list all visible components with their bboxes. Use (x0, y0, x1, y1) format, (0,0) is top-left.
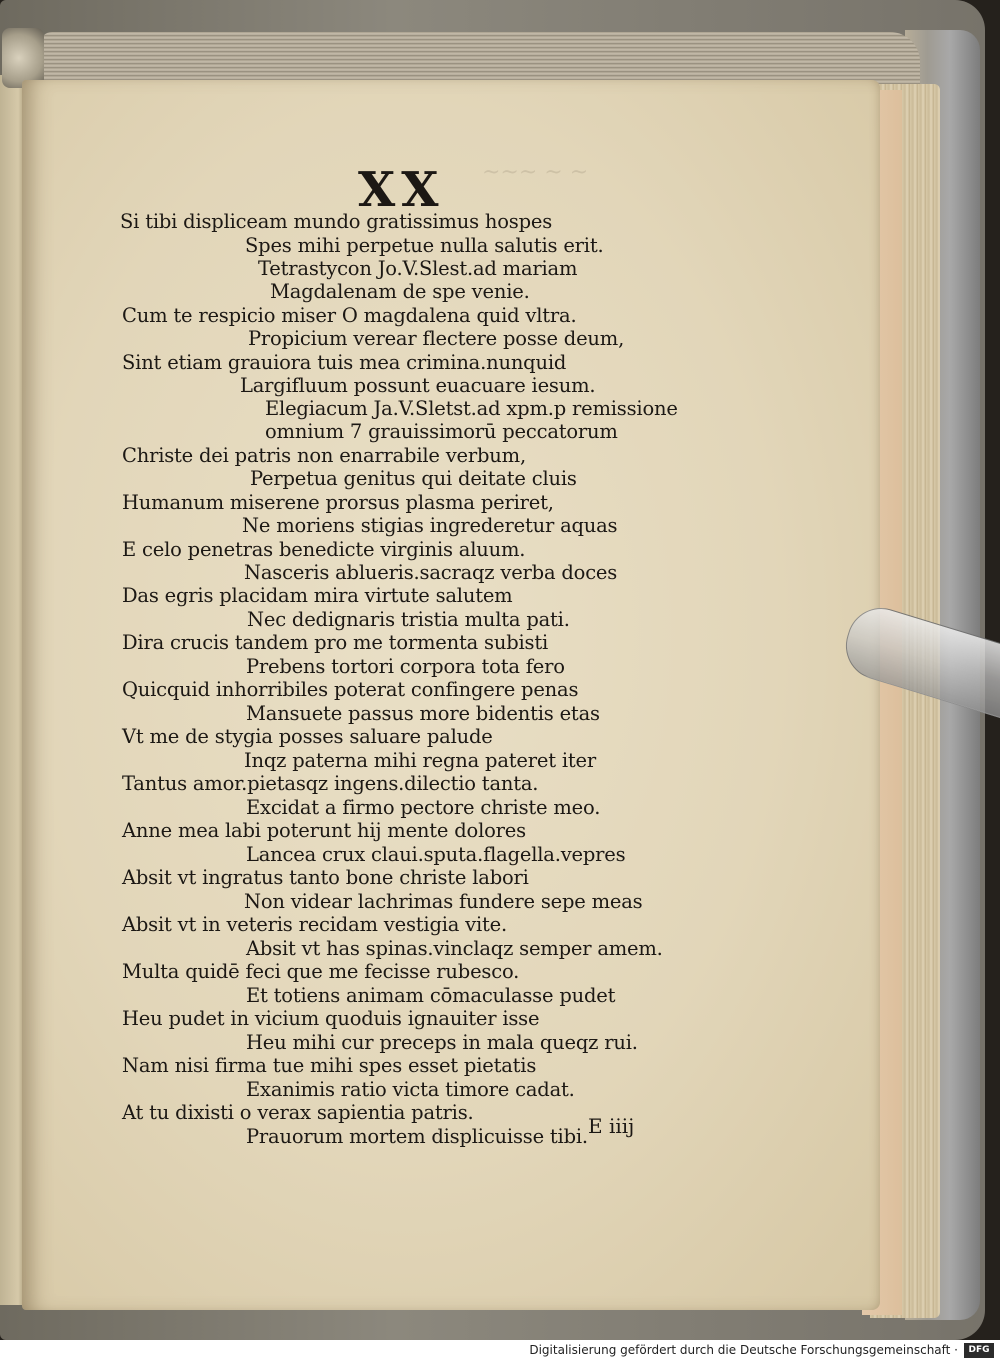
page-block-top-edge (40, 32, 920, 87)
verse-line: Si tibi displiceam mundo gratissimus hospes (120, 210, 553, 233)
verse-line: At tu dixisti o verax sapientia patris. (122, 1101, 474, 1124)
verse-line: Dira crucis tandem pro me tormenta subisti (122, 631, 548, 654)
verse-line: Magdalenam de spe venie. (270, 280, 530, 303)
verse-line: Propicium verear flectere posse deum, (248, 327, 625, 350)
verse-line: Christe dei patris non enarrabile verbum, (122, 444, 526, 467)
signature-mark: E iiij (588, 1114, 635, 1138)
verse-line: Largifluum possunt euacuare iesum. (240, 374, 596, 397)
verse-line: Nam nisi firma tue mihi spes esset pietatis (122, 1054, 537, 1077)
verse-line: Prauorum mortem displicuisse tibi. (246, 1125, 588, 1148)
verse-line: Absit vt in veteris recidam vestigia vite. (122, 913, 508, 936)
verse-line: Perpetua genitus qui deitate cluis (250, 467, 577, 490)
verse-line: Heu pudet in vicium quoduis ignauiter isse (122, 1007, 540, 1030)
folio-heading: XX (358, 162, 445, 218)
verse-line: Humanum miserene prorsus plasma periret, (122, 491, 554, 514)
verse-line: Et totiens animam cōmaculasse pudet (246, 984, 616, 1007)
funding-notice: Digitalisierung gefördert durch die Deutsche Forschungsgemeinschaft · (529, 1343, 958, 1357)
verse-line: Mansuete passus more bidentis etas (246, 702, 600, 725)
verse-line: Anne mea labi poterunt hij mente dolores (122, 819, 526, 842)
verse-line: Nec dedignaris tristia multa pati. (247, 608, 570, 631)
footer-bar (0, 1340, 1000, 1362)
verse-line: Lancea crux claui.sputa.flagella.vepres (246, 843, 626, 866)
verse-line: Excidat a firmo pectore christe meo. (246, 796, 601, 819)
verse-line: omnium 7 grauissimorū peccatorum (265, 420, 618, 443)
dfg-logo: DFG (964, 1343, 994, 1358)
show-through-mark: ~~~ ~ ~ (482, 160, 589, 185)
verse-line: Das egris placidam mira virtute salutem (122, 584, 513, 607)
verse-line: Multa quidē feci que me fecisse rubesco. (122, 960, 520, 983)
verse-line: E celo penetras benedicte virginis aluum. (122, 538, 526, 561)
verse-line: Vt me de stygia posses saluare palude (122, 725, 493, 748)
verse-line: Absit vt has spinas.vinclaqz semper amem. (246, 937, 663, 960)
verse-line: Tantus amor.pietasqz ingens.dilectio tanta. (122, 772, 539, 795)
verse-line: Elegiacum Ja.V.Sletst.ad xpm.p remissione (265, 397, 678, 420)
verse-line: Prebens tortori corpora tota fero (246, 655, 565, 678)
verse-line: Inqz paterna mihi regna pateret iter (244, 749, 596, 772)
verse-line: Spes mihi perpetue nulla salutis erit. (245, 234, 604, 257)
verse-line: Cum te respicio miser O magdalena quid vltra. (122, 304, 577, 327)
verse-line: Quicquid inhorribiles poterat confingere penas (122, 678, 579, 701)
verse-line: Non videar lachrimas fundere sepe meas (244, 890, 643, 913)
verse-line: Tetrastycon Jo.V.Slest.ad mariam (258, 257, 578, 280)
verse-line: Absit vt ingratus tanto bone christe labori (122, 866, 529, 889)
verse-line: Heu mihi cur preceps in mala queqz rui. (246, 1031, 638, 1054)
binding-thread (2, 28, 44, 88)
verse-line: Ne moriens stigias ingrederetur aquas (242, 514, 618, 537)
verse-line: Exanimis ratio victa timore cadat. (246, 1078, 575, 1101)
verse-line: Nasceris ablueris.sacraqz verba doces (244, 561, 618, 584)
verse-line: Sint etiam grauiora tuis mea crimina.nunquid (122, 351, 567, 374)
